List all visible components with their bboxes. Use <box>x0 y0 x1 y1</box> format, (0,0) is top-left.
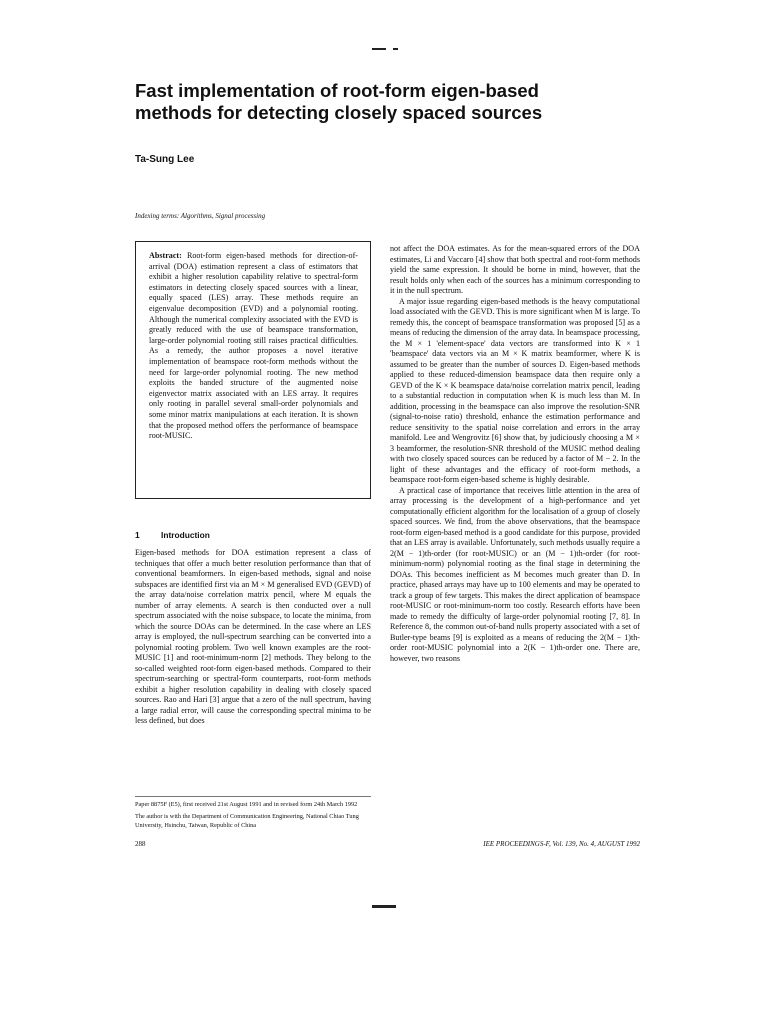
section-title: Introduction <box>161 530 210 540</box>
section-number: 1 <box>135 530 140 540</box>
abstract-label: Abstract: <box>149 251 182 260</box>
left-paragraph: Eigen-based methods for DOA estimation represent a class of techniques that offer a much better resolution performance than that of conventional beamformers. In eigen-based methods, signal and noise subspaces are identified first via an M × M generalised EVD (GEVD) of the array data/noise correlation matrix pencil, where M equals the number of array elements. A search is then conducted over a null spectrum associated with the noise subspace, to locate the minima, from which the source DOAs can be determined. In the case where an LES array is employed, the null-spectrum searching can be converted into a polynomial rooting problem. Two well known examples are the root-MUSIC [1] and root-minimum-norm [2] methods. They belong to the so-called weighted root-form eigen-based methods. Compared to their spectrum-searching or spectral-form counterparts, root-form methods exhibit a higher resolution capability in dealing with closely spaced sources. Rao and Hari [3] argue that a zero of the null spectrum, having a large radial error, will cause the corresponding spectral minima to be less defined, but does <box>135 548 371 725</box>
section-heading <box>135 530 210 540</box>
right-paragraph: A major issue regarding eigen-based methods is the heavy computational load associated with the GEVD. This is more significant when M is large. To remedy this, the concept of beamspace transformation was proposed [5] as a means of reducing the dimension of the array data. In beamspace processing, the M × 1 'element-space' data vectors are transformed into K × 1 'beamspace' data vectors via an M × K matrix beamformer, where K is assumed to be greater than the number of sources D. Eigen-based methods applied to these reduced-dimension beamspace data then require only a GEVD of the K × K beamspace data/noise correlation matrix pencil, leading to a substantial reduction in computation when K is much less than M. In addition, processing in the beamspace can also improve the resolution-SNR (signal-to-noise ratio) threshold, enhance the estimation performance and reduce sensitivity to the spatial noise correlation and errors in the array manifold. Lee and Wengrovitz [6] show that, by judiciously choosing a M × 3 beamformer, the resolution-SNR threshold of the MUSIC method dealing with two closely spaced sources can be reduced by a factor of M − 2. In the light of these advantages and the efficacy of root-form methods, a beamspace root-form eigen-based scheme is highly desirable. <box>390 296 640 484</box>
scan-mark-top-small <box>393 48 398 50</box>
footnotes <box>135 796 371 834</box>
paper-title: Fast implementation of root-form eigen-based methods for detecting closely spaced sources <box>135 80 543 123</box>
scan-mark-bottom <box>372 905 396 908</box>
footnote-received: Paper 8875F (E5), first received 21st August 1991 and in revised form 24th March 1992 <box>135 801 358 808</box>
abstract-text: Root-form eigen-based methods for direction-of-arrival (DOA) estimation represent a class of estimators that exhibit a higher resolution capability relative to spectral-form estimators in detecting closely spaced sources with a linear, equally spaced (LES) array. These methods require an eigenvalue decomposition (EVD) and a polynomial rooting. Although the numerical complexity associated with the EVD is greatly reduced with the use of beamspace transformation, large-order polynomial rooting still raises practical difficulties. As a remedy, the author proposes a novel iterative implementation of beamspace root-form methods without the need for large-order polynomial rooting. The new method exploits the banded structure of the augmented noise eigenvector matrix associated with an LES array. It requires only rooting in parallel several small-order polynomials and some minor matrix manipulations at each iteration. It is shown that the proposed method offers the performance of beamspace root-MUSIC. <box>149 251 358 441</box>
scan-mark-top <box>372 48 386 50</box>
running-footer: IEE PROCEEDINGS-F, Vol. 139, No. 4, AUGUST 1992 <box>483 840 640 848</box>
right-paragraph: A practical case of importance that receives little attention in the area of array processing is the development of a high-performance and yet computationally efficient algorithm for the localisation of a group of closely spaced sources. We find, from the above observations, that the beamspace root-form eigen-based method is a good candidate for this purpose, provided that an LES array is available. Unfortunately, such methods usually require a 2(M − 1)th-order (for root-MUSIC) or an (M − 1)th-order (for root-minimum-norm) polynomial rooting as the final stage in determining the DOAs. This becomes inefficient as M becomes much greater than D. In practice, phased arrays may have up to 100 elements and may be operated to track a group of few targets. This makes the direct application of beamspace root-MUSIC or root-minimum-norm too costly. Research efforts have been made to remedy the difficulty of large-order polynomial rooting [7, 8]. In Reference 8, the common out-of-band nulls property associated with a set of Butler-type beams [9] is exploited as a means of reducing the 2(M − 1)th-order root-MUSIC polynomial into a 2(K − 1)th-order one. There are, however, two reasons <box>390 485 640 663</box>
author-name: Ta-Sung Lee <box>135 154 195 165</box>
page-number: 288 <box>135 840 146 848</box>
footnote-affiliation: The author is with the Department of Communication Engineering, National Chiao Tung University, Hsinchu, Taiwan, Republic of China <box>135 813 359 829</box>
indexing-terms: Indexing terms: Algorithms, Signal processing <box>135 212 266 220</box>
abstract-box <box>135 241 371 499</box>
right-paragraph: not affect the DOA estimates. As for the mean-squared errors of the DOA estimates, Li and Vaccaro [4] show that both spectral and root-form methods yield the same expression. It should be borne in mind, however, that the result holds only when each of the sources has a minimum corresponding to it in the null spectrum. <box>390 244 640 295</box>
left-column-body <box>135 548 371 727</box>
right-column-body <box>390 244 640 664</box>
